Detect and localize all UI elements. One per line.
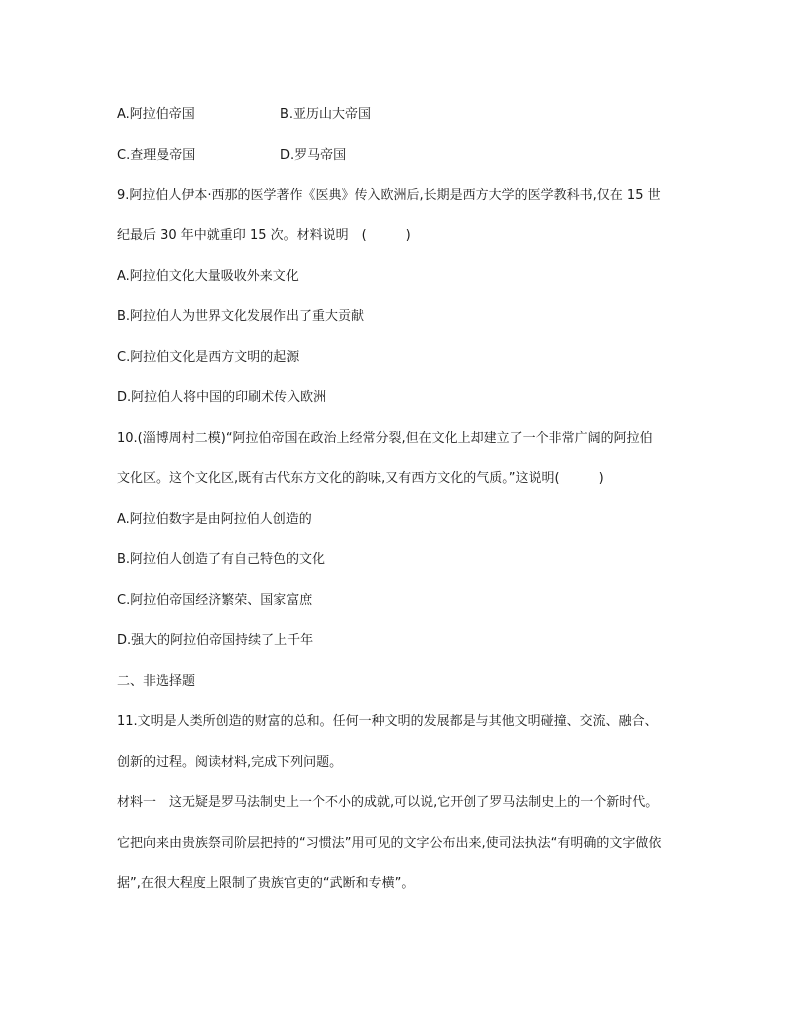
q10-option-c: C.阿拉伯帝国经济繁荣、国家富庶 [117,593,313,608]
q10-stem-line2: 文化区。这个文化区,既有古代东方文化的韵味,又有西方文化的气质。”这说明( ) [117,471,604,486]
q8-option-a: A.阿拉伯帝国 [117,107,195,122]
q10-option-a: A.阿拉伯数字是由阿拉伯人创造的 [117,512,312,527]
q11-material1-line1: 材料一 这无疑是罗马法制史上一个不小的成就,可以说,它开创了罗马法制史上的一个新时代。 [117,795,659,810]
q8-option-c: C.查理曼帝国 [117,148,196,163]
q9-stem-line2: 纪最后 30 年中就重印 15 次。材料说明 ( ) [117,228,411,243]
q10-option-d: D.强大的阿拉伯帝国持续了上千年 [117,633,314,648]
q8-option-b: B.亚历山大帝国 [280,107,372,122]
q9-option-b: B.阿拉伯人为世界文化发展作出了重大贡献 [117,309,365,324]
q10-stem-line1: 10.(淄博周村二模)“阿拉伯帝国在政治上经常分裂,但在文化上却建立了一个非常广阔的阿拉伯 [117,431,653,446]
q8-option-d: D.罗马帝国 [280,148,347,163]
q9-option-c: C.阿拉伯文化是西方文明的起源 [117,350,300,365]
q11-material1-line2: 它把向来由贵族祭司阶层把持的“习惯法”用可见的文字公布出来,使司法执法“有明确的文字做依 [117,836,662,851]
q11-stem-line2: 创新的过程。阅读材料,完成下列问题。 [117,755,343,770]
q9-option-a: A.阿拉伯文化大量吸收外来文化 [117,269,299,284]
q11-material1-line3: 据”,在很大程度上限制了贵族官吏的“武断和专横”。 [117,876,415,891]
q10-option-b: B.阿拉伯人创造了有自己特色的文化 [117,552,326,567]
q9-option-d: D.阿拉伯人将中国的印刷术传入欧洲 [117,390,327,405]
q11-stem-line1: 11.文明是人类所创造的财富的总和。任何一种文明的发展都是与其他文明碰撞、交流、融合、 [117,714,658,729]
section-heading: 二、非选择题 [117,674,196,689]
q9-stem-line1: 9.阿拉伯人伊本·西那的医学著作《医典》传入欧洲后,长期是西方大学的医学教科书,仅在 15 世 [117,188,661,203]
